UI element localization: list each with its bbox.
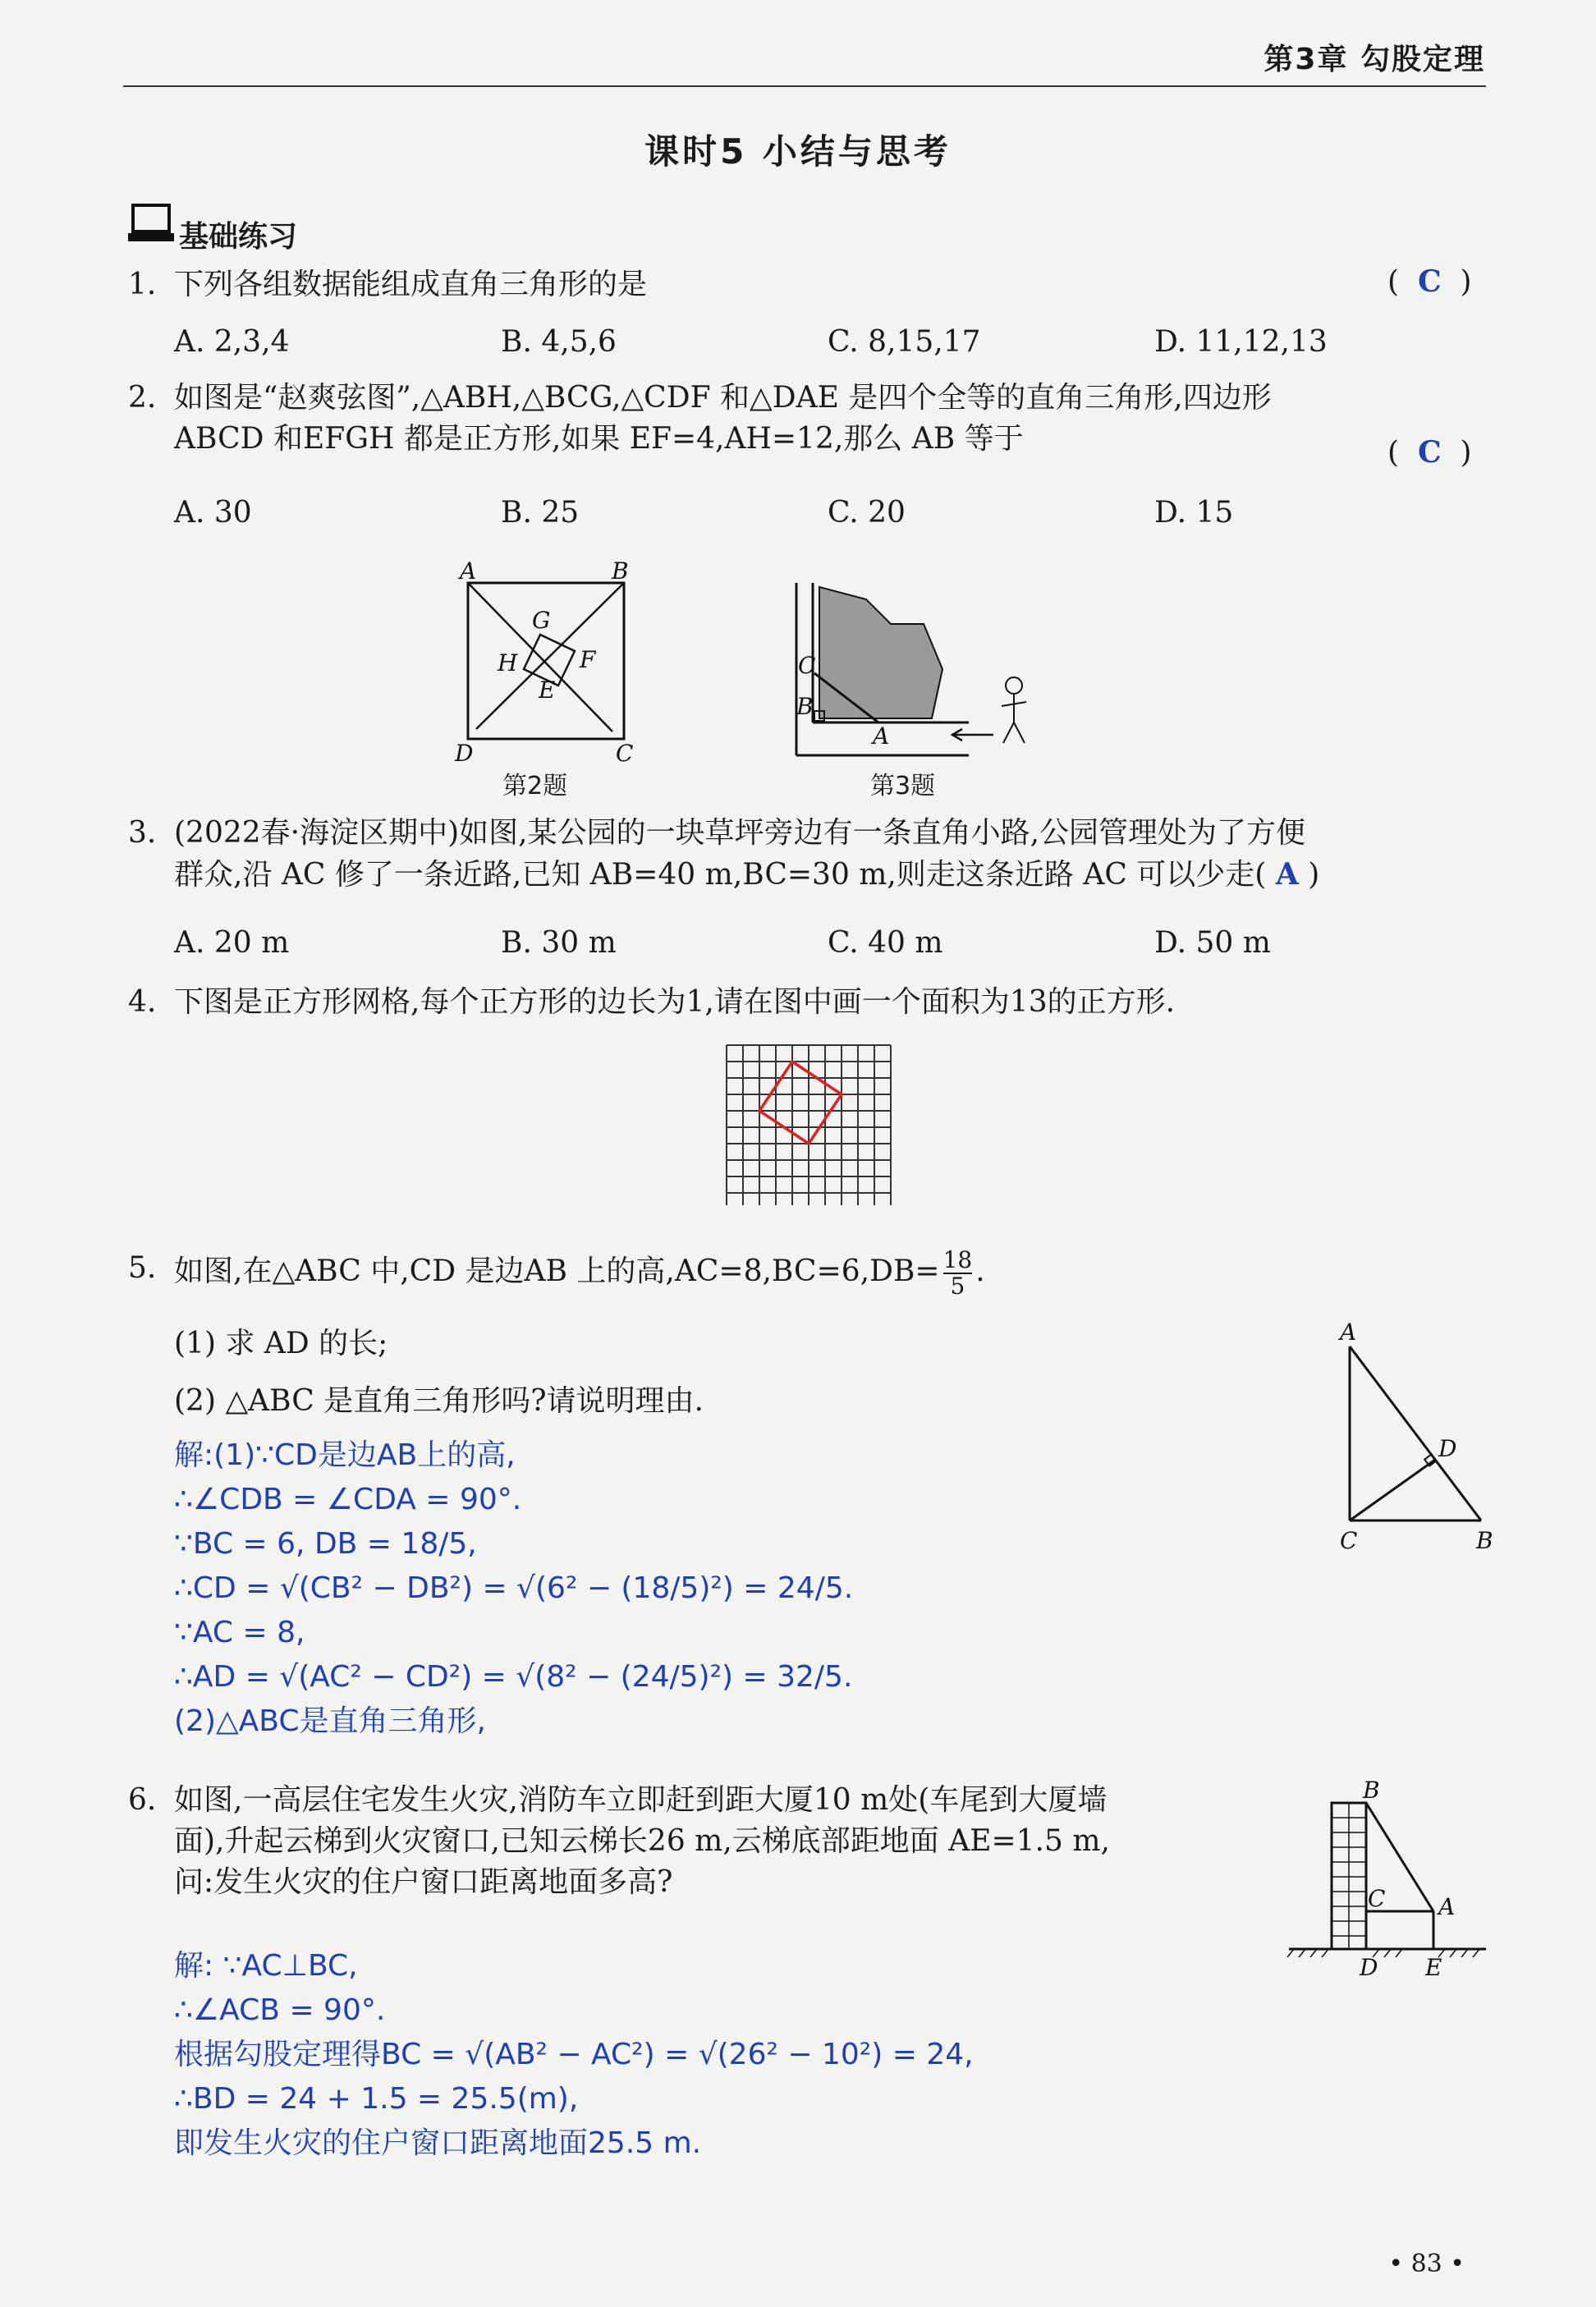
question-text: 下图是正方形网格,每个正方形的边长为1,请在图中画一个面积为13的正方形. [174, 985, 1176, 1019]
solution-line: ∴∠ACB = 90°. [174, 1993, 386, 2027]
question-5: 5. 如图,在△ABC 中,CD 是边AB 上的高,AC=8,BC=6,DB= $\frac{18}{5}$ . [128, 1246, 985, 1300]
fraction-db: $\frac{18}{5}$ [942, 1246, 973, 1300]
figure-triangle-abc [1330, 1322, 1511, 1560]
point-label-f: F [580, 646, 596, 673]
solution-5 [174, 1433, 853, 1744]
question-1 [128, 264, 648, 305]
option-b: B. 4,5,6 [501, 325, 617, 359]
answer-bracket-2: ( C ) [1387, 435, 1472, 470]
header-divider [123, 85, 1486, 87]
question-text-line2: 面),升起云梯到火灾窗口,已知云梯长26 m,云梯底部距地面 AE=1.5 m, [174, 1824, 1110, 1858]
option-a: A. 30 [174, 496, 252, 530]
option-c: C. 8,15,17 [828, 325, 981, 359]
figure-3-caption: 第3题 [870, 772, 936, 800]
figure-zhao-shuang [443, 546, 657, 768]
solution-line: 根据勾股定理得BC = √(AB² − AC²) = √(26² − 10²) = 24, [174, 2038, 974, 2071]
page-number: • 83 • [1388, 2250, 1465, 2278]
point-label-a: A [460, 557, 477, 585]
point-label-c: C [1340, 1527, 1358, 1554]
question-number: 5. [128, 1251, 157, 1285]
option-d: D. 15 [1154, 496, 1234, 530]
question-6 [128, 1780, 1110, 1903]
drawn-square [759, 1062, 842, 1144]
point-label-b: B [1363, 1777, 1380, 1804]
point-label-d: D [1360, 1954, 1378, 1981]
option-c: C. 20 [828, 496, 906, 530]
point-label-d: D [455, 740, 474, 767]
answer-bracket-1: ( C ) [1387, 264, 1472, 299]
question-text: 下列各组数据能组成直角三角形的是 [174, 268, 648, 301]
question-text-line2: ABCD 和EFGH 都是正方形,如果 EF=4,AH=12,那么 AB 等于 [174, 422, 1024, 456]
question-text-line3: 问:发生火灾的住户窗口距离地面多高? [174, 1865, 673, 1899]
question-number: 1. [128, 268, 157, 301]
question-text: 如图,在△ABC 中,CD 是边AB 上的高,AC=8,BC=6,DB= [174, 1254, 940, 1288]
solution-line: ∴CD = √(CB² − DB²) = √(6² − (18/5)²) = 24/5. [174, 1571, 854, 1605]
question-4 [128, 982, 1176, 1023]
option-b: B. 30 m [501, 926, 617, 960]
solution-line: ∵BC = 6, DB = 18/5, [174, 1527, 477, 1561]
laptop-icon [128, 202, 176, 245]
point-label-b: B [1476, 1527, 1493, 1554]
point-label-b: B [796, 693, 814, 720]
point-label-c: C [1368, 1885, 1386, 1912]
point-label-d: D [1438, 1435, 1457, 1462]
question-number: 6. [128, 1783, 157, 1817]
question-text-line2: 群众,沿 AC 修了一条近路,已知 AB=40 m,BC=30 m,则走这条近路 AC 可以少走( [174, 858, 1267, 892]
question-text-line1: 如图是“赵爽弦图”,△ABH,△BCG,△CDF 和△DAE 是四个全等的直角三角形,四边形 [174, 381, 1272, 415]
section-label: 基础练习 [179, 220, 298, 254]
question-number: 4. [128, 985, 157, 1019]
lesson-title: 课时5 小结与思考 [644, 131, 952, 172]
grid-lines [727, 1045, 891, 1205]
answer: C [1417, 435, 1442, 470]
option-d: D. 11,12,13 [1154, 325, 1328, 359]
question-text-line1: (2022春·海淀区期中)如图,某公园的一块草坪旁边有一条直角小路,公园管理处为了方便 [174, 816, 1306, 850]
square-grid-figure [722, 1041, 895, 1205]
figure-2-caption: 第2题 [502, 772, 568, 800]
answer: C [1417, 264, 1442, 299]
option-a: A. 20 m [174, 926, 290, 960]
question-3: 3. (2022春·海淀区期中)如图,某公园的一块草坪旁边有一条直角小路,公园管理处为了方便 群众,沿 AC 修了一条近路,已知 AB=40 m,BC=30 m,则走这条近路 AC 可以少走( A ) [174, 813, 1319, 896]
point-label-c: C [616, 740, 634, 767]
option-c: C. 40 m [828, 926, 943, 960]
point-label-h: H [498, 649, 518, 677]
solution-line: ∴∠CDB = ∠CDA = 90°. [174, 1483, 522, 1516]
sub-question-2: (2) △ABC 是直角三角形吗?请说明理由. [174, 1384, 704, 1418]
solution-line: ∴BD = 24 + 1.5 = 25.5(m), [174, 2082, 579, 2116]
point-label-e: E [539, 677, 556, 704]
question-2 [128, 378, 1272, 460]
figure-park-path [788, 566, 1043, 764]
solution-line: (2)△ABC是直角三角形, [174, 1704, 486, 1738]
solution-line: ∵AC = 8, [174, 1616, 305, 1649]
solution-6 [174, 1944, 974, 2166]
solution-line: ∴AD = √(AC² − CD²) = √(8² − (24/5)²) = 32/5. [174, 1660, 853, 1694]
answer: A [1275, 857, 1299, 892]
point-label-c: C [798, 652, 816, 679]
sub-question-1: (1) 求 AD 的长; [174, 1327, 388, 1360]
chapter-header: 第3章 勾股定理 [1264, 43, 1485, 76]
solution-line: 即发生火灾的住户窗口距离地面25.5 m. [174, 2126, 702, 2160]
point-label-a: A [1438, 1893, 1456, 1920]
question-number: 2. [128, 381, 157, 415]
point-label-b: B [612, 557, 629, 585]
point-label-g: G [532, 607, 551, 634]
point-label-a: A [873, 722, 890, 750]
point-label-a: A [1340, 1322, 1357, 1346]
question-number: 3. [128, 816, 157, 850]
solution-line: 解:(1)∵CD是边AB上的高, [174, 1438, 516, 1472]
point-label-e: E [1425, 1954, 1442, 1981]
option-a: A. 2,3,4 [174, 325, 290, 359]
option-b: B. 25 [501, 496, 580, 530]
option-d: D. 50 m [1154, 926, 1271, 960]
solution-line: 解: ∵AC⊥BC, [174, 1949, 358, 1983]
question-text-line1: 如图,一高层住宅发生火灾,消防车立即赶到距大厦10 m处(车尾到大厦墙 [174, 1783, 1108, 1817]
figure-fire-ladder [1281, 1773, 1494, 1987]
